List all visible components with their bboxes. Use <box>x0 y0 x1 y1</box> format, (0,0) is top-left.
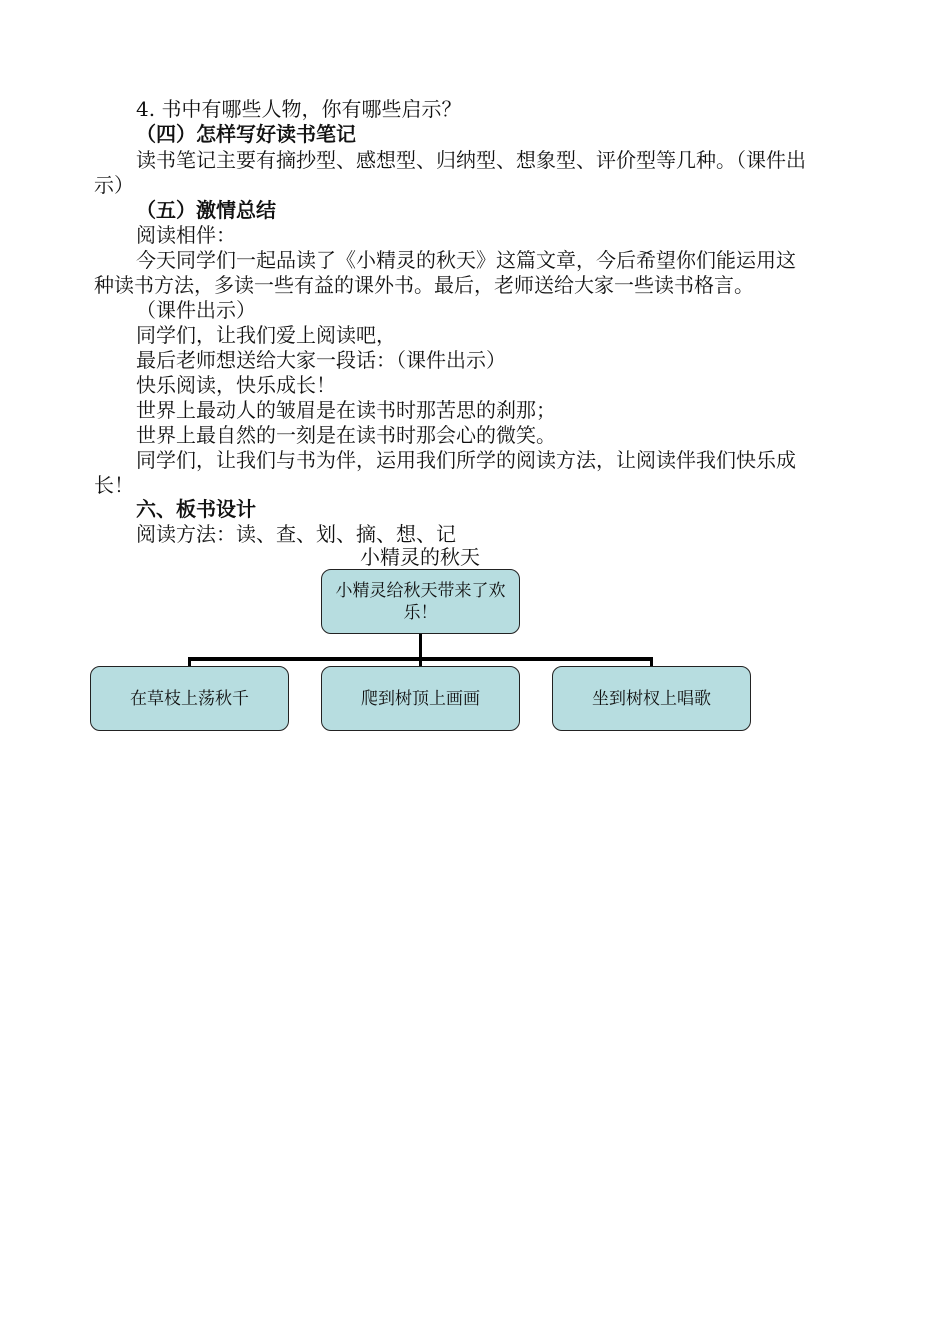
diagram-title: 小精灵的秋天 <box>360 545 480 569</box>
paragraph-happy-reading: 快乐阅读，快乐成长！ <box>136 373 336 397</box>
paragraph-quote-2: 世界上最自然的一刻是在读书时那会心的微笑。 <box>136 423 556 447</box>
paragraph-summary: 今天同学们一起品读了《小精灵的秋天》这篇文章，今后希望你们能运用这 <box>136 248 796 272</box>
paragraph-courseware-1: （课件出示） <box>136 298 256 322</box>
paragraph-love-reading: 同学们，让我们爱上阅读吧， <box>136 323 396 347</box>
paragraph-reading-methods: 阅读方法：读、查、划、摘、想、记 <box>136 522 456 546</box>
paragraph-reading-companion: 阅读相伴： <box>136 223 236 247</box>
paragraph-closing: 同学们，让我们与书为伴，运用我们所学的阅读方法，让阅读伴我们快乐成 <box>136 448 796 472</box>
question-4: 4. 书中有哪些人物，你有哪些启示？ <box>136 97 462 121</box>
connector-vertical-root <box>419 634 422 659</box>
diagram-root-node: 小精灵给秋天带来了欢乐！ <box>321 569 520 634</box>
section-heading-6: 六、板书设计 <box>136 497 256 521</box>
paragraph-quote-1: 世界上最动人的皱眉是在读书时那苦思的刹那； <box>136 398 556 422</box>
paragraph-summary-cont: 种读书方法，多读一些有益的课外书。最后，老师送给大家一些读书格言。 <box>94 273 754 297</box>
paragraph-closing-cont: 长！ <box>94 473 134 497</box>
diagram-child-node-2: 爬到树顶上画画 <box>321 666 520 731</box>
paragraph-notes-types-cont: 示） <box>94 173 134 197</box>
diagram-child-node-3: 坐到树杈上唱歌 <box>552 666 751 731</box>
section-heading-5: （五）激情总结 <box>136 198 276 222</box>
diagram-child-node-1: 在草枝上荡秋千 <box>90 666 289 731</box>
section-heading-4: （四）怎样写好读书笔记 <box>136 122 356 146</box>
paragraph-notes-types: 读书笔记主要有摘抄型、感想型、归纳型、想象型、评价型等几种。（课件出 <box>136 148 806 172</box>
paragraph-teacher-words: 最后老师想送给大家一段话：（课件出示） <box>136 348 506 372</box>
